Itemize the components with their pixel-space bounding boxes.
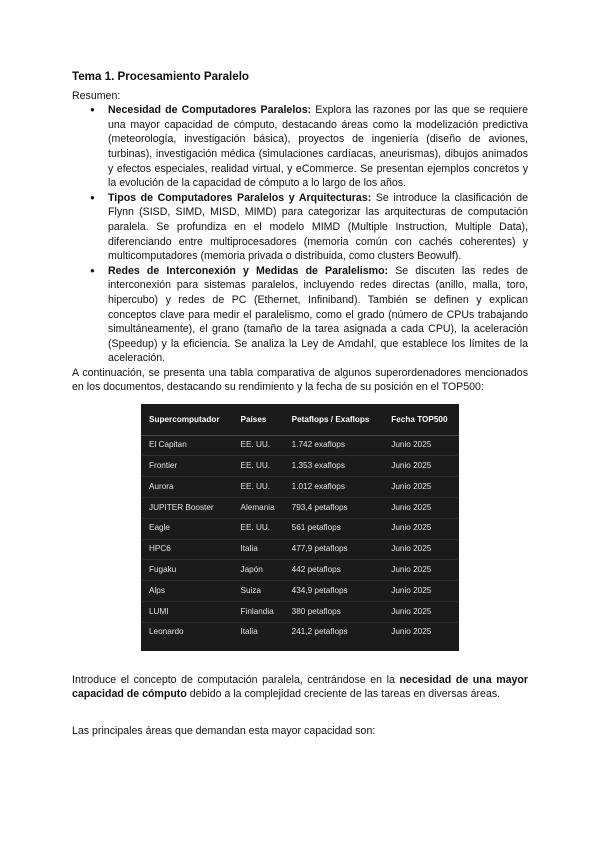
cell-performance: 380 petaflops	[284, 602, 384, 623]
cell-country: Italia	[240, 627, 258, 637]
table-row	[141, 435, 459, 456]
cell-name: Eagle	[141, 518, 233, 539]
cell-name: Alps	[141, 581, 233, 602]
summary-label: Resumen:	[72, 89, 121, 102]
table-row	[141, 456, 459, 477]
cell-performance: 1.742 exaflops	[284, 435, 384, 456]
cell-date: Junio 2025	[383, 477, 459, 498]
cell-name: HPC6	[141, 539, 233, 560]
cell-country: EE. UU.	[233, 477, 284, 498]
cell-date: Junio 2025	[383, 518, 459, 539]
cell-name: El Capitan	[141, 435, 233, 456]
document-title: Tema 1. Procesamiento Paralelo	[72, 70, 249, 83]
cell-country: Suiza	[233, 581, 284, 602]
cell-performance: 241,2 petaflops	[291, 627, 348, 637]
bullet-text: Se introduce la clasificación de Flynn (SISD, SIMD, MISD, MIMD) para categorizar las arquitecturas de computación paralela. Se profundiza en el modelo MIMD (Multiple Instruction, Multiple Data), diferenciando entre multiprocesadores (memoria común con cachés coherentes) y multicomputadores (memoria privada o distribuida, como clusters Beowulf).	[108, 191, 528, 263]
cell-date: Junio 2025	[383, 581, 459, 602]
concept-text-after: debido a la complejidad creciente de las tareas en diversas áreas.	[186, 688, 501, 701]
cell-country: Japón	[233, 560, 284, 581]
supercomputer-table	[141, 410, 459, 643]
cell-date: Junio 2025	[391, 627, 432, 637]
cell-performance: 793,4 petaflops	[284, 498, 384, 519]
cell-country: EE. UU.	[233, 518, 284, 539]
table-row	[141, 539, 459, 560]
header-country: Países	[233, 410, 284, 435]
cell-name: Frontier	[141, 456, 233, 477]
cell-country: EE. UU.	[233, 435, 284, 456]
bullet-text: Explora las razones por las que se requiere una mayor capacidad de cómputo, destacando áreas como la modelización predictiva (meteorología, investigación básica), proyectos de ingeniería (diseño de aviones, turbinas), investigación médica (simulaciones cardíacas, aneurismas), dibujos animados y efectos especiales, realidad virtual, y eCommerce. Se presentan ejemplos concretos y la evolución de la capacidad de cómputo a lo largo de los años.	[108, 104, 528, 190]
cell-country: Italia	[233, 539, 284, 560]
table-row	[141, 581, 459, 602]
cell-performance: 434,9 petaflops	[284, 581, 384, 602]
table-header-row	[141, 410, 459, 435]
table-row	[141, 498, 459, 519]
table-row	[141, 477, 459, 498]
table-row	[141, 560, 459, 581]
table-row	[141, 622, 459, 642]
cell-performance: 442 petaflops	[284, 560, 384, 581]
areas-paragraph: Las principales áreas que demandan esta mayor capacidad son:	[72, 724, 376, 737]
cell-name: LUMI	[141, 602, 233, 623]
concept-paragraph	[72, 673, 528, 702]
header-performance: Petaflops / Exaflops	[284, 410, 384, 435]
cell-name: Leonardo	[149, 627, 184, 637]
cell-date: Junio 2025	[383, 498, 459, 519]
cell-name: Aurora	[141, 477, 233, 498]
cell-country: Finlandia	[233, 602, 284, 623]
cell-country: EE. UU.	[233, 456, 284, 477]
bullet-text: Se discuten las redes de interconexión para sistemas paralelos, incluyendo redes directas (anillo, malla, toro, hipercubo) y redes de PC (Ethernet, Infiniband). También se definen y explican conceptos clave para medir el paralelismo, como el grado (número de CPUs trabajando simultáneamente), el grano (tamaño de la tarea asignada a cada CPU), la aceleración (Speedup) y la eficiencia. Se analiza la Ley de Amdahl, que establece los límites de la aceleración.	[108, 264, 528, 365]
cell-date: Junio 2025	[383, 539, 459, 560]
cell-date: Junio 2025	[383, 456, 459, 477]
concept-bold-phrase: necesidad de una mayor capacidad de cómputo	[72, 673, 528, 701]
header-top500-date: Fecha TOP500	[383, 410, 459, 435]
cell-performance: 561 petaflops	[284, 518, 384, 539]
bullet-heading: Redes de Interconexión y Medidas de Paralelismo:	[108, 264, 389, 277]
summary-bullet-list	[72, 103, 528, 366]
bullet-heading: Necesidad de Computadores Paralelos:	[108, 104, 312, 117]
supercomputer-table-image	[141, 404, 459, 651]
concept-text-before: Introduce el concepto de computación paralela, centrándose en la	[72, 673, 400, 686]
document-page	[72, 70, 528, 738]
header-supercomputer: Supercomputador	[141, 410, 233, 435]
cell-performance: 477,9 petaflops	[284, 539, 384, 560]
bullet-heading: Tipos de Computadores Paralelos y Arquitecturas:	[108, 191, 372, 204]
bullet-item-parallel-need	[108, 103, 528, 191]
bullet-item-architectures	[108, 191, 528, 264]
cell-date: Junio 2025	[383, 435, 459, 456]
cell-date: Junio 2025	[383, 560, 459, 581]
cell-date: Junio 2025	[383, 602, 459, 623]
cell-performance: 1.012 exaflops	[284, 477, 384, 498]
cell-name: JUPITER Booster	[141, 498, 233, 519]
cell-performance: 1.353 exaflops	[284, 456, 384, 477]
table-row	[141, 602, 459, 623]
cell-name: Fugaku	[141, 560, 233, 581]
bullet-item-interconnection	[108, 264, 528, 366]
table-row	[141, 518, 459, 539]
cell-country: Alemania	[233, 498, 284, 519]
intro-paragraph: A continuación, se presenta una tabla comparativa de algunos superordenadores mencionados en los documentos, destacando su rendimiento y la fecha de su posición en el TOP500:	[72, 366, 528, 394]
